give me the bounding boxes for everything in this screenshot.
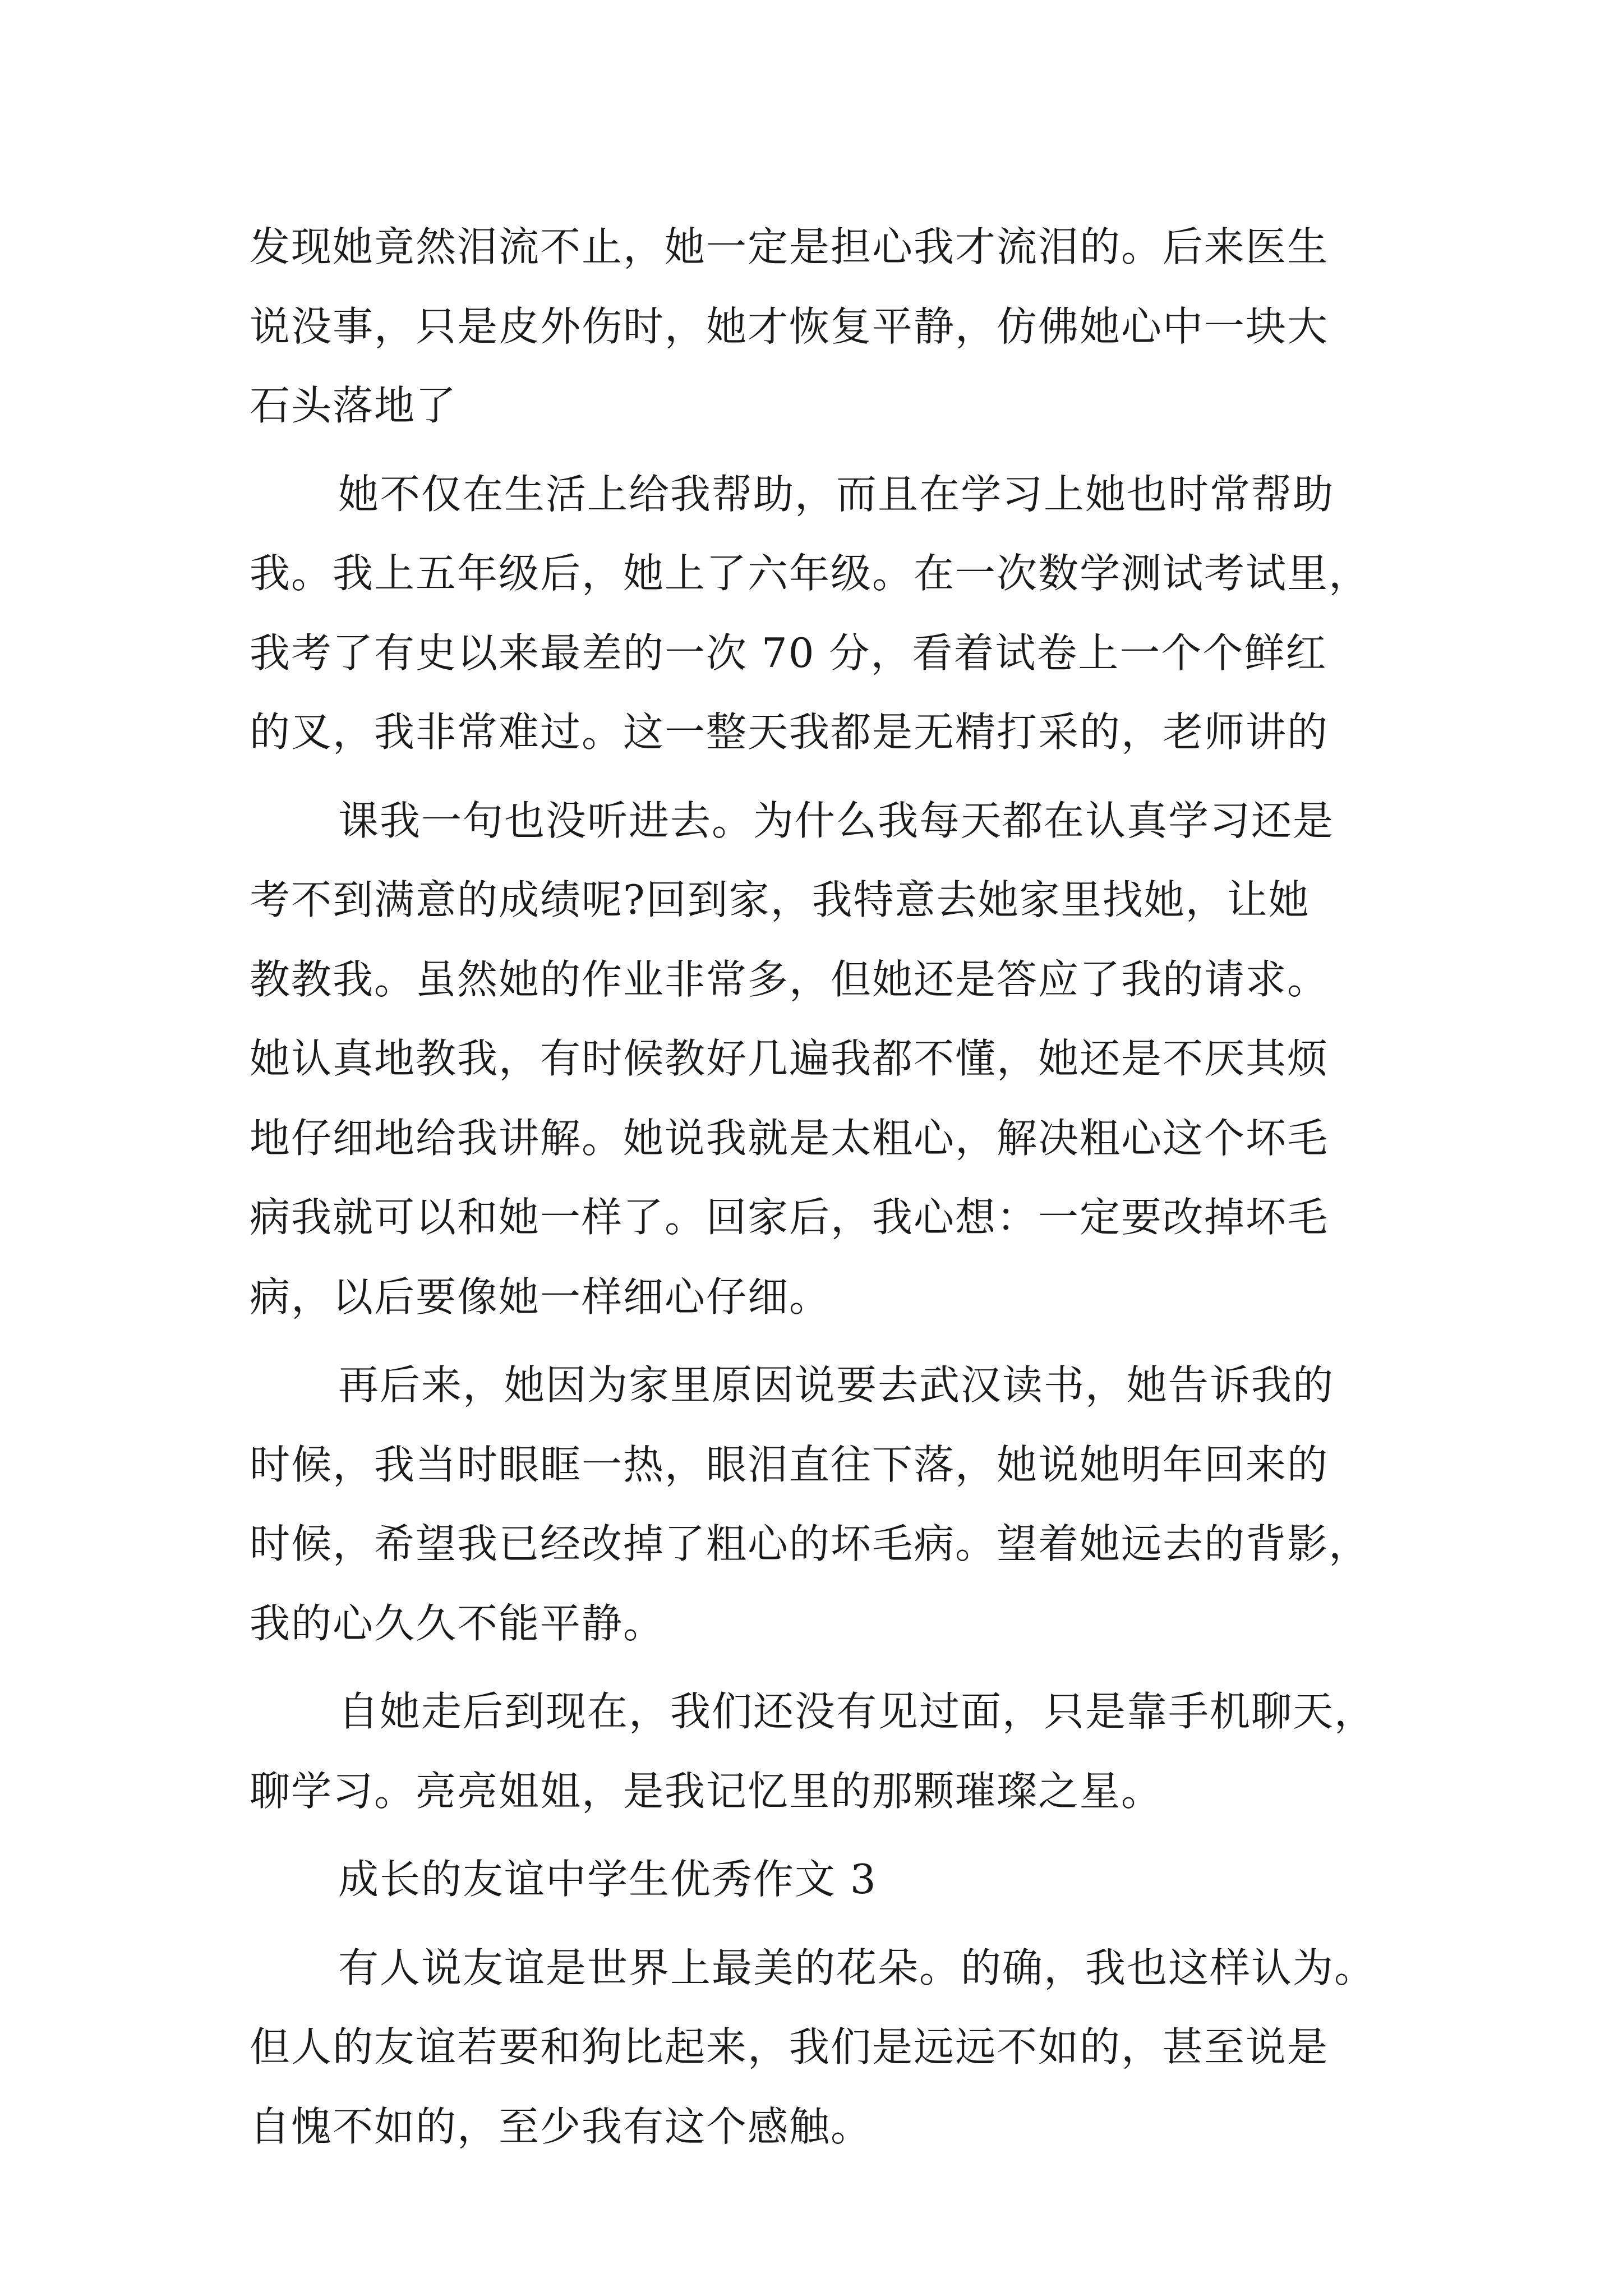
paragraph-first-line: 再后来，她因为家里原因说要去武汉读书，她告诉我的 [338,1361,1335,1409]
paragraph-first-line: 她不仅在生活上给我帮助，而且在学习上她也时常帮助 [338,470,1335,518]
paragraph-gap [250,1337,1394,1346]
text-line: 教教我。虽然她的作业非常多，但她还是答应了我的请求。 [250,955,1329,1003]
paragraph-gap [250,1663,1394,1672]
text-line: 时候，希望我已经改掉了粗心的坏毛病。望着她远去的背影， [250,1520,1371,1567]
paragraph-first-line: 成长的友谊中学生优秀作文 3 [338,1856,877,1903]
text-line: 聊学习。亮亮姐姐，是我记忆里的那颗璀璨之星。 [250,1767,1163,1815]
text-line: 考不到满意的成绩呢?回到家，我特意去她家里找她，让她 [250,876,1310,923]
paragraph-gap [250,1920,1394,1929]
paragraph-first-line: 课我一句也没听进去。为什么我每天都在认真学习还是 [338,797,1335,844]
essay-body [250,208,1394,2166]
paragraph-gap [250,772,1394,781]
text-line: 石头落地了 [250,382,458,429]
paragraph-gap [250,446,1394,455]
text-line: 的叉，我非常难过。这一整天我都是无精打采的，老师讲的 [250,708,1329,756]
text-line: 病我就可以和她一样了。回家后，我心想：一定要改掉坏毛 [250,1194,1329,1241]
text-line: 我考了有史以来最差的一次 70 分，看着试卷上一个个鲜红 [250,629,1327,677]
text-line: 地仔细地给我讲解。她说我就是太粗心，解决粗心这个坏毛 [250,1114,1329,1162]
text-line: 时候，我当时眼眶一热，眼泪直往下落，她说她明年回来的 [250,1441,1329,1488]
text-line: 病，以后要像她一样细心仔细。 [250,1273,831,1320]
text-line: 说没事，只是皮外伤时，她才恢复平静，仿佛她心中一块大 [250,302,1329,350]
text-line: 我的心久久不能平静。 [250,1599,665,1647]
text-line: 我。我上五年级后，她上了六年级。在一次数学测试考试里， [250,550,1371,597]
text-line: 发现她竟然泪流不止，她一定是担心我才流泪的。后来医生 [250,223,1329,270]
text-line: 但人的友谊若要和狗比起来，我们是远远不如的，甚至说是 [250,2023,1329,2070]
paragraph-gap [250,1831,1394,1840]
text-line: 她认真地教我，有时候教好几遍我都不懂，她还是不厌其烦 [250,1035,1329,1082]
paragraph-first-line: 自她走后到现在，我们还没有见过面，只是靠手机聊天， [338,1688,1376,1735]
paragraph-first-line: 有人说友谊是世界上最美的花朵。的确，我也这样认为。 [338,1944,1376,1991]
text-line: 自愧不如的，至少我有这个感触。 [250,2102,873,2150]
